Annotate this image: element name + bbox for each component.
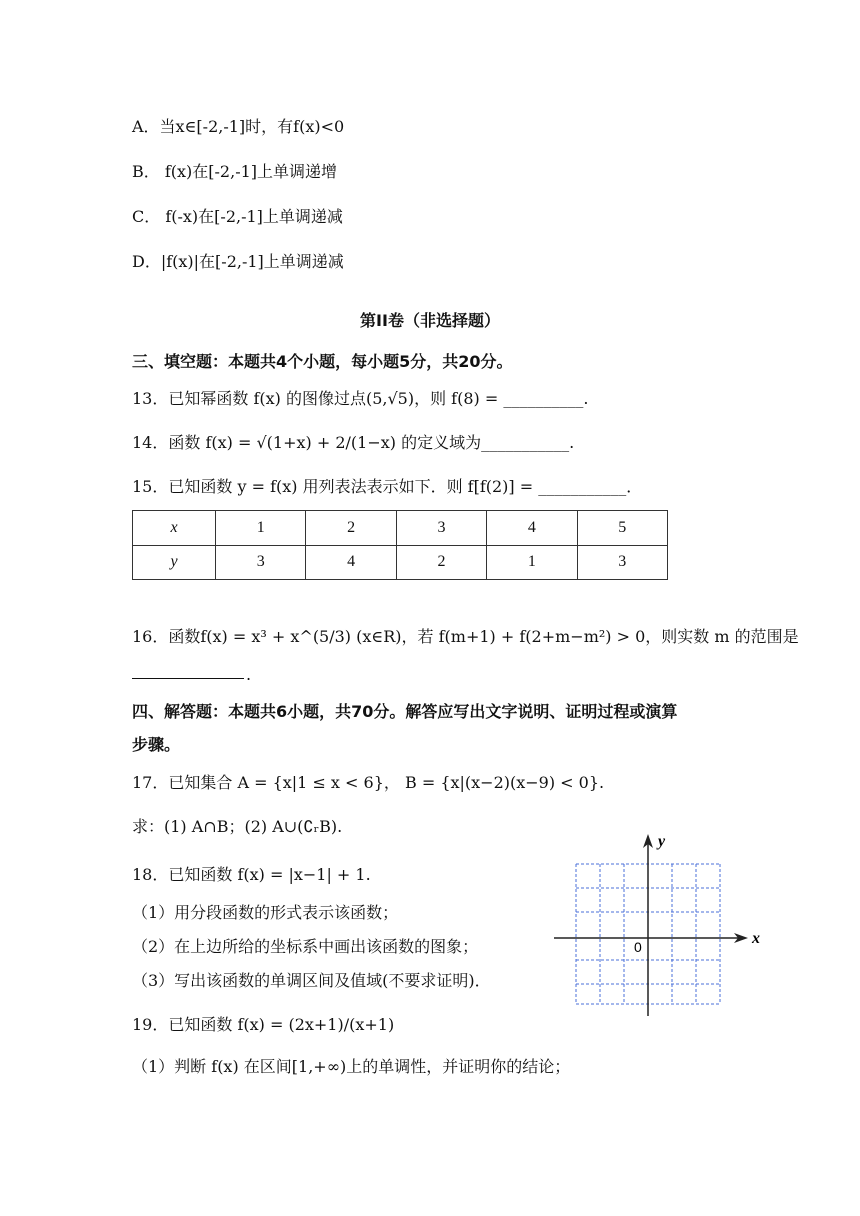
table-cell: 3 — [216, 545, 306, 580]
y-axis-label: y — [658, 833, 666, 850]
question-18: 18．已知函数 f(x) = |x−1| + 1. — [132, 865, 371, 884]
table-cell: 4 — [306, 545, 396, 580]
question-16: 16．函数f(x) = x³ + x^(5/3) (x∈R)，若 f(m+1) + f(2+m−m²) > 0，则实数 m 的范围是 — [132, 627, 799, 646]
table-row — [133, 511, 668, 546]
table-cell: 3 — [577, 545, 667, 580]
option-b: B． f(x)在[-2,-1]上单调递增 — [132, 162, 338, 181]
table-cell: 2 — [306, 511, 396, 546]
table-cell: 2 — [396, 545, 486, 580]
table-cell: 3 — [396, 511, 486, 546]
coordinate-grid — [548, 830, 768, 1020]
origin-label: 0 — [634, 939, 642, 955]
table-header-x: x — [133, 511, 216, 546]
table-cell: 1 — [487, 545, 577, 580]
question-15: 15．已知函数 y = f(x) 用列表法表示如下．则 f[f(2)] = ___________． — [132, 477, 643, 496]
question-13: 13．已知幂函数 f(x) 的图像过点(5,√5)，则 f(8) = __________. — [132, 389, 589, 408]
question-16-end: . — [246, 665, 252, 684]
x-axis-label: x — [752, 930, 760, 947]
question-18-part3: （3）写出该函数的单调区间及值域(不要求证明)． — [132, 971, 491, 990]
answer-blank — [132, 678, 244, 679]
section-title: 第II卷（非选择题） — [360, 311, 500, 330]
question-18-part1: （1）用分段函数的形式表示该函数； — [132, 903, 399, 922]
value-table — [132, 510, 668, 580]
table-header-y: y — [133, 545, 216, 580]
question-18-part2: （2）在上边所给的坐标系中画出该函数的图象； — [132, 937, 479, 956]
part4-heading-cont: 步骤。 — [132, 735, 181, 754]
table-cell: 5 — [577, 511, 667, 546]
part4-heading: 四、解答题：本题共6小题，共70分。解答应写出文字说明、证明过程或演算 — [132, 702, 678, 721]
option-c: C． f(-x)在[-2,-1]上单调递减 — [132, 207, 343, 226]
table-cell: 4 — [487, 511, 577, 546]
table-cell: 1 — [216, 511, 306, 546]
question-14: 14．函数 f(x) = √(1+x) + 2/(1−x) 的定义域为___________. — [132, 433, 575, 452]
option-a: A．当x∈[-2,-1]时，有f(x)<0 — [132, 117, 345, 136]
table-row — [133, 545, 668, 580]
question-17: 17．已知集合 A = {x|1 ≤ x < 6}， B = {x|(x−2)(x−9) < 0}. — [132, 773, 605, 792]
option-d: D．|f(x)|在[-2,-1]上单调递减 — [132, 252, 344, 271]
question-19: 19．已知函数 f(x) = (2x+1)/(x+1) — [132, 1015, 395, 1034]
question-19-part1: （1）判断 f(x) 在区间[1,+∞)上的单调性，并证明你的结论； — [132, 1057, 571, 1076]
question-17-ask: 求：(1) A∩B；(2) A∪(∁ᵣB). — [132, 817, 343, 836]
part3-heading: 三、填空题：本题共4个小题，每小题5分，共20分。 — [132, 352, 513, 371]
